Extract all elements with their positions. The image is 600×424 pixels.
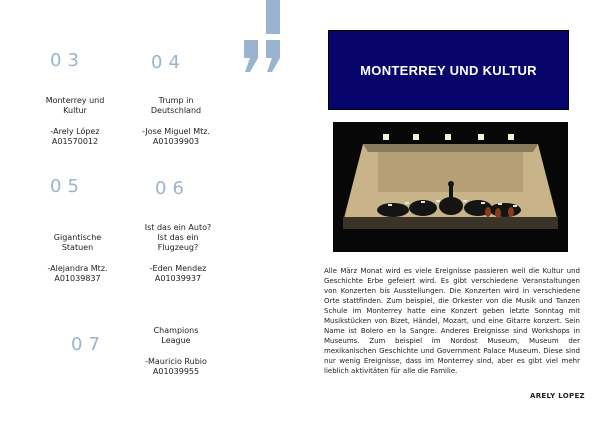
entry-number: 06 [155, 178, 190, 199]
entry-author: -Alejandra Mtz. [47, 264, 108, 273]
entry-author: -Mauricio Rubio [145, 357, 207, 366]
entry-number: 07 [71, 334, 106, 355]
toc-entry[interactable] [131, 96, 221, 147]
entry-id: A01570012 [51, 137, 99, 146]
entry-title: Trump in Deutschland [150, 96, 202, 115]
entry-title: Ist das ein Auto? Ist das ein Flugzeug? [144, 223, 212, 252]
entry-author: -Eden Mendez [149, 264, 207, 273]
concert-photo [333, 122, 568, 252]
entry-title: Monterrey und Kultur [45, 96, 105, 115]
decorative-bar [266, 0, 280, 34]
toc-entry[interactable] [30, 96, 120, 147]
feature-title-box [328, 30, 569, 110]
entry-title: Gigantische Statuen [53, 233, 102, 252]
entry-title: Champions League [153, 326, 199, 345]
entry-number: 03 [50, 50, 85, 71]
toc-entry[interactable] [130, 326, 222, 377]
entry-author: -Arely López [50, 127, 100, 136]
closing-quote-icon [266, 40, 280, 72]
entry-id: A01039837 [54, 274, 101, 283]
entry-id: A01039903 [152, 137, 200, 146]
entry-id: A01039937 [154, 274, 202, 283]
toc-entry[interactable] [132, 223, 224, 284]
closing-quote-icon [244, 40, 258, 72]
entry-number: 04 [151, 52, 186, 73]
entry-number: 05 [50, 176, 85, 197]
feature-title: MONTERREY UND KULTUR [360, 62, 537, 78]
article-author: ARELY LOPEZ [530, 392, 585, 400]
toc-entry[interactable] [30, 233, 125, 284]
entry-author: -Jose Miguel Mtz. [142, 127, 210, 136]
entry-id: A01039955 [152, 367, 200, 376]
article-body: Alle März Monat wird es viele Ereignisse passieren weil die Kultur und Geschichte Erbe gefeiert wird. Es gibt verschiedene Veranstaltungen von Konzerten bis Ausstellungen. Die Konzerten wird in verschiedene Orte stattfinden. Zum beispiel, die Orkester von die Musik und Tanzen Schule im Monterrey hatte eine Konzert geben letzte Sonntag mit Musikstücken von Bizet, Händel, Mozart, und eine Gitarre konzert. Sein Name ist Bolero en la Sangre. Anderes Ereignisse sind Workshops in Museums. Zum beispiel im Nordost Museum, Museum der mexikanischen Geschichte und Government Palace Museum. Diese sind nur wenig Ereignisse, dass im Monterrey sind, aber es gibt viel mehr lieblich aktivitäten für alle die Familie. [324, 267, 580, 375]
